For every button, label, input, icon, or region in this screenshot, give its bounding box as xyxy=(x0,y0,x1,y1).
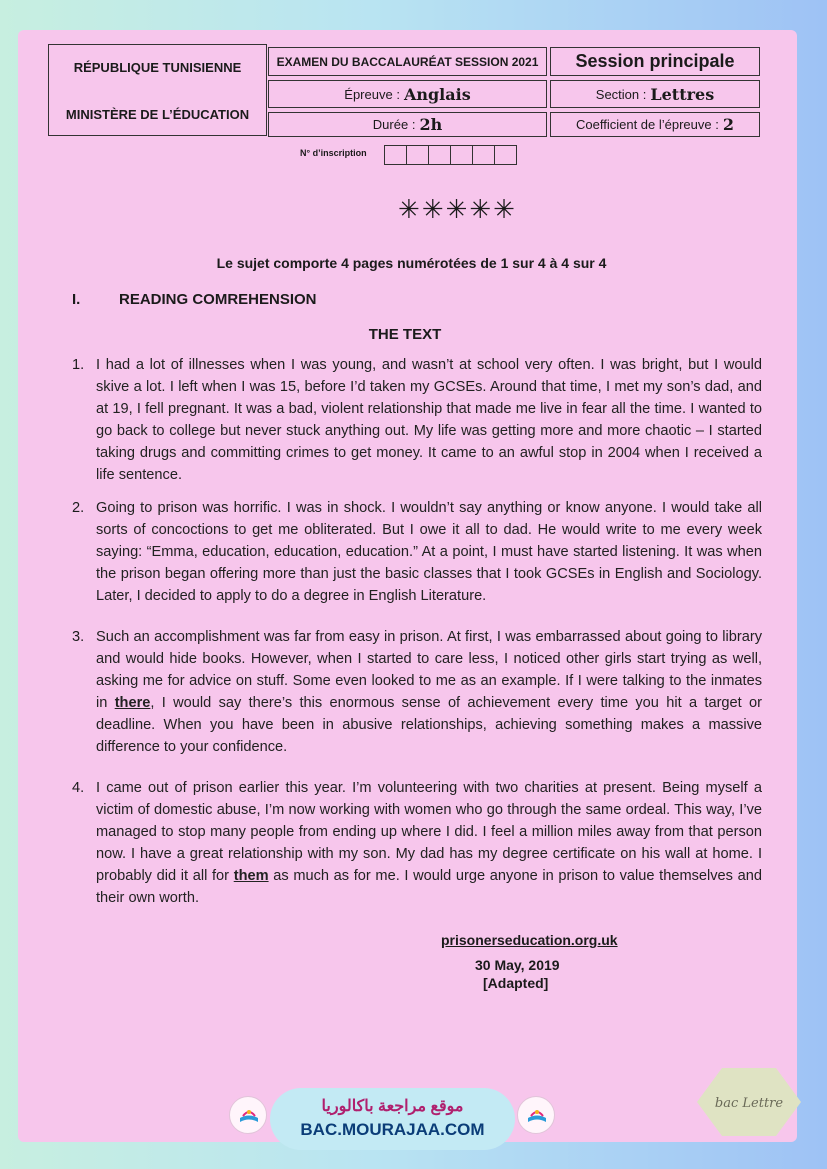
section-heading xyxy=(72,291,317,308)
keyword-there: there xyxy=(114,694,151,711)
paragraph-4-before: I came out of prison earlier this year. I’m volunteering with two charities at present. Being myself a victim of domestic abuse, I’m now working with women who go through the same ordeal. This way, I’ve managed to stop many people from ending up where I did. I feel a million miles away from that person now. I have a great relationship with my son. My dad has my degree certificate on his wall at home. I probably did it all for xyxy=(96,780,762,884)
banner-arabic-text: موقع مراجعة باكالوريا xyxy=(321,1098,464,1115)
section-value: Lettres xyxy=(650,84,715,104)
inscription-box[interactable] xyxy=(494,145,517,165)
book-logo-icon xyxy=(237,1104,261,1128)
republic-label: RÉPUBLIQUE TUNISIENNE xyxy=(73,60,242,75)
book-logo-icon xyxy=(525,1104,549,1128)
epreuve-value: Anglais xyxy=(403,84,471,104)
inscription-box[interactable] xyxy=(406,145,429,165)
section-title: READING COMREHENSION xyxy=(119,291,317,308)
ministry-label: MINISTÈRE DE L’ÉDUCATION xyxy=(65,107,250,122)
site-logo-left[interactable] xyxy=(229,1096,267,1134)
section-number: I. xyxy=(72,291,81,308)
source-date: 30 May, 2019 xyxy=(475,957,560,973)
paragraph-number: 1. xyxy=(72,357,85,373)
paragraph-3-after: , I would say there’s this enormous sense of achievement every time you hit a target or deadline. When you have been in abusive relationships, achieving something makes a massive difference to your confidence. xyxy=(96,694,763,755)
paragraph-2: Going to prison was horrific. I was in shock. I wouldn’t say anything or know anyone. I would take all sorts of concoctions to get me obliterated. But I owe it all to dad. He would write to me every week saying: “Emma, education, education, education.” At a point, I must have started listening. It was when the prison began offering more than just the basic classes that I took GCSEs in English and Sociology. Later, I decided to apply to do a degree in English Literature. xyxy=(96,500,762,604)
paragraph-number: 2. xyxy=(72,500,85,516)
paragraph-1: I had a lot of illnesses when I was young, and wasn’t at school very often. I was bright, but I would skive a lot. I left when I was 15, before I’d taken my GCSEs. Around that time, I met my son’s dad, and at 19, I fell pregnant. It was a bad, violent relationship that made me live in fear all the time. I wanted to go back to college but never stuck anything out. My life was getting more and more chaotic – I started taking drugs and committing crimes to get money. It came to an awful stop in 2004 when I received a life sentence. xyxy=(96,357,762,483)
coefficient-value: 2 xyxy=(722,115,734,134)
coefficient-cell xyxy=(550,112,760,137)
inscription-box[interactable] xyxy=(428,145,451,165)
site-logo-right[interactable] xyxy=(517,1096,555,1134)
bac-lettre-badge-text: bac Lettre xyxy=(714,1096,784,1111)
paragraph-4 xyxy=(96,778,762,909)
section-cell xyxy=(550,80,760,108)
stars-divider: ✳✳✳✳✳ xyxy=(398,194,517,224)
inscription-box[interactable] xyxy=(472,145,495,165)
header-authority-box xyxy=(48,44,267,136)
inscription-boxes[interactable] xyxy=(385,145,517,165)
paragraph-3-before: Such an accomplishment was far from easy in prison. At first, I was embarrassed about going to library and would hide books. However, when I started to care less, I noticed other girls start trying as well, asking me for advice on stuff. Some even looked to me as an example. If I were talking to the inmates in xyxy=(96,629,762,711)
coefficient-label: Coefficient de l’épreuve : xyxy=(576,117,719,132)
section-label: Section : xyxy=(595,86,647,102)
duree-cell xyxy=(268,112,547,137)
paragraph-3 xyxy=(96,627,762,758)
inscription-box[interactable] xyxy=(384,145,407,165)
paragraph-number: 4. xyxy=(72,780,85,796)
keyword-them: them xyxy=(233,867,269,884)
subject-note: Le sujet comporte 4 pages numérotées de 1 sur 4 à 4 sur 4 xyxy=(216,255,607,271)
epreuve-label: Épreuve : xyxy=(344,86,400,102)
duree-label: Durée : xyxy=(372,117,416,132)
paragraph-number: 3. xyxy=(72,629,85,645)
paragraph-4-after: as much as for me. I would urge anyone in prison to value themselves and their own worth. xyxy=(96,867,762,906)
session-cell: Session principale xyxy=(550,47,760,76)
duree-value: 2h xyxy=(419,115,443,134)
banner-url[interactable]: BAC.MOURAJAA.COM xyxy=(300,1120,485,1139)
footer-banner[interactable] xyxy=(270,1088,515,1150)
epreuve-cell xyxy=(268,80,547,108)
source-link[interactable]: prisonerseducation.org.uk xyxy=(441,932,618,948)
inscription-label: N° d’inscription xyxy=(300,148,367,158)
adapted-note: [Adapted] xyxy=(483,975,549,991)
text-title: THE TEXT xyxy=(368,326,442,343)
exam-title-cell: EXAMEN DU BACCALAURÉAT SESSION 2021 xyxy=(268,47,547,76)
inscription-box[interactable] xyxy=(450,145,473,165)
